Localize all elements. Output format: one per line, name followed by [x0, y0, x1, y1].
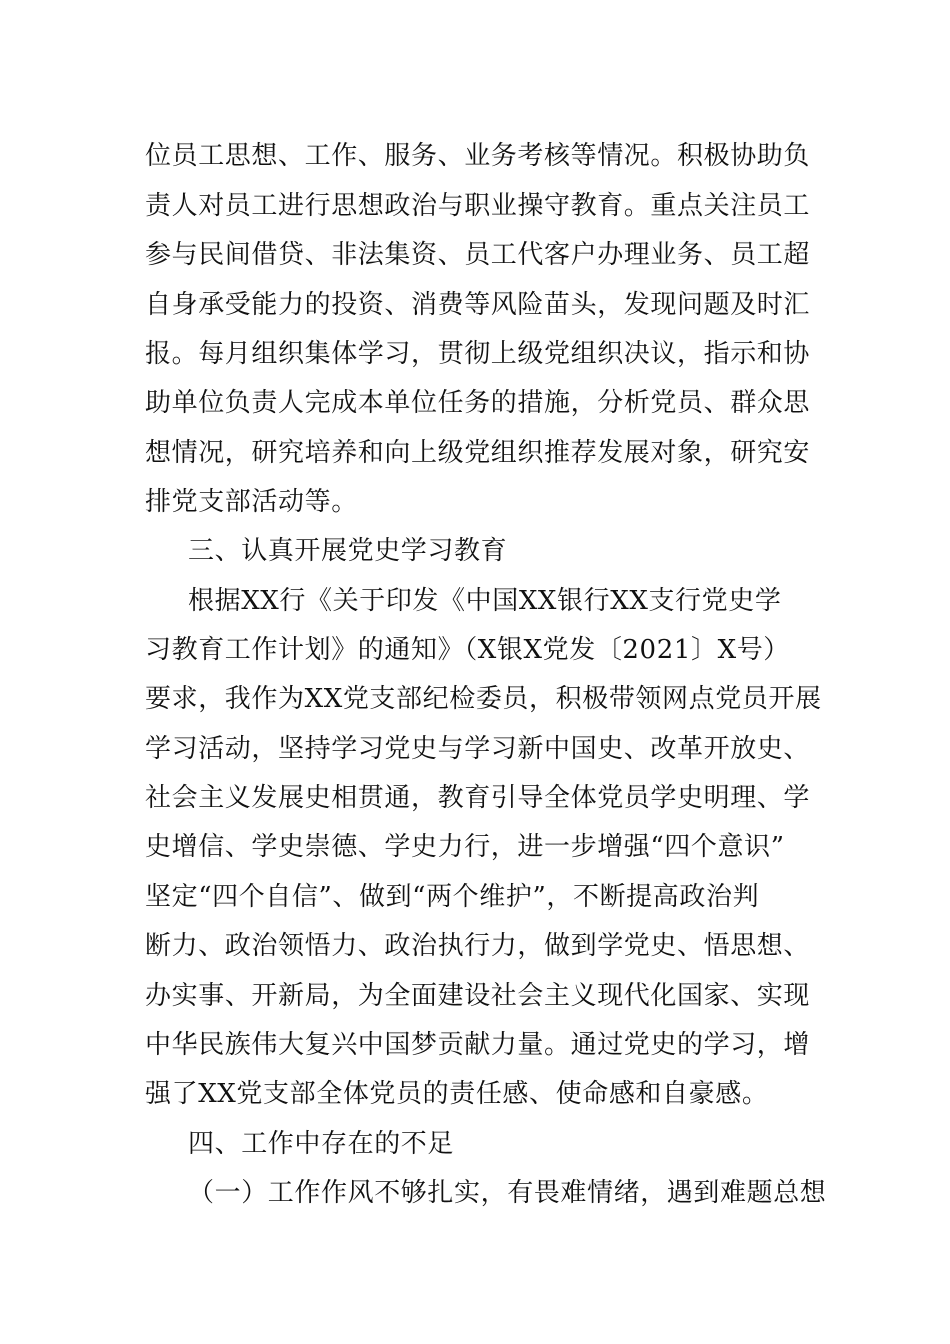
- paragraph-line: 社会主义发展史相贯通，教育引导全体党员学史明理、学: [145, 783, 811, 813]
- paragraph-line: 习教育工作计划》的通知》（X银X党发〔2021〕X号）: [145, 635, 790, 665]
- paragraph-line: 排党支部活动等。: [145, 487, 358, 517]
- paragraph-line: 责人对员工进行思想政治与职业操守教育。重点关注员工: [145, 191, 811, 221]
- paragraph-line: 参与民间借贷、非法集资、员工代客户办理业务、员工超: [145, 240, 811, 270]
- paragraph-line: 强了XX党支部全体党员的责任感、使命感和自豪感。: [145, 1079, 769, 1109]
- paragraph-line: 坚定“四个自信”、做到“两个维护”，不断提高政治判: [145, 882, 760, 912]
- paragraph-line: 断力、政治领悟力、政治执行力，做到学党史、悟思想、: [145, 931, 811, 961]
- paragraph-line: 要求，我作为XX党支部纪检委员，积极带领网点党员开展: [145, 684, 822, 714]
- section-heading: 三、认真开展党史学习教育: [188, 536, 508, 566]
- paragraph-line: 中华民族伟大复兴中国梦贡献力量。通过党史的学习，增: [145, 1030, 811, 1060]
- section-heading: 四、工作中存在的不足: [188, 1129, 455, 1159]
- sub-heading-line: （一）工作作风不够扎实，有畏难情绪，遇到难题总想: [188, 1178, 827, 1208]
- paragraph-line: 办实事、开新局，为全面建设社会主义现代化国家、实现: [145, 981, 811, 1011]
- paragraph-line: 自身承受能力的投资、消费等风险苗头，发现问题及时汇: [145, 290, 811, 320]
- paragraph-line: 想情况，研究培养和向上级党组织推荐发展对象，研究安: [145, 438, 811, 468]
- paragraph-line: 位员工思想、工作、服务、业务考核等情况。积极协助负: [145, 141, 811, 171]
- paragraph-line: 报。每月组织集体学习，贯彻上级党组织决议，指示和协: [145, 339, 811, 369]
- paragraph-line: 学习活动，坚持学习党史与学习新中国史、改革开放史、: [145, 734, 811, 764]
- paragraph-line: 史增信、学史崇德、学史力行，进一步增强“四个意识”: [145, 832, 785, 862]
- paragraph-line: 助单位负责人完成本单位任务的措施，分析党员、群众思: [145, 388, 811, 418]
- paragraph-line: 根据XX行《关于印发《中国XX银行XX支行党史学: [188, 586, 782, 616]
